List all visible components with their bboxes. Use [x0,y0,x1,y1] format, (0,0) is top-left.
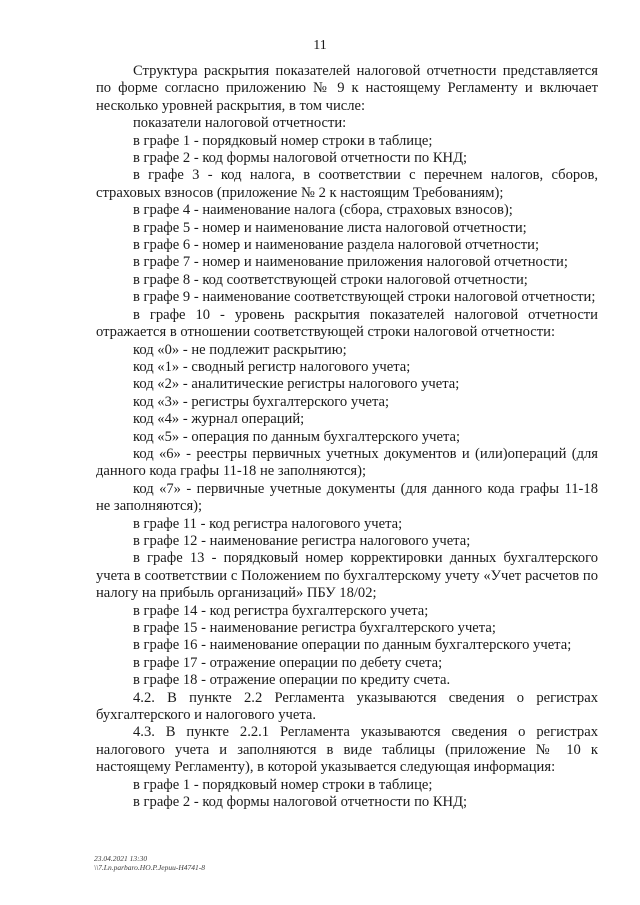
footer-timestamp: 23.04.2021 13:30 [94,854,148,863]
document-body [96,63,598,811]
paragraph: код «5» - операция по данным бухгалтерского учета; [133,428,461,445]
paragraph: код «2» - аналитические регистры налогового учета; [133,376,460,393]
paragraph: код «7» - первичные учетные документы (для данного кода графы 11-18 не заполняются); [96,480,598,515]
paragraph: в графе 12 - наименование регистра налогового учета; [133,532,471,549]
paragraph: в графе 6 - номер и наименование раздела налоговой отчетности; [133,237,540,254]
paragraph: в графе 13 - порядковый номер корректировки данных бухгалтерского учета в соответствии с Положением по бухгалтерскому учету «Учет расчетов по налогу на прибыль организаций» ПБУ 18/02; [96,550,598,602]
paragraph: код «6» - реестры первичных учетных документов и (или)операций (для данного кода графы 11-18 не заполняются); [96,445,598,480]
footer-file-path: \\7.Ln.parbaro.HO.P.Jepuu-H4741-8 [94,863,206,872]
page-number: 11 [313,38,327,53]
paragraph: 4.2. В пункте 2.2 Регламента указываются сведения о регистрах бухгалтерского и налогового учета. [96,689,598,724]
paragraph: код «1» - сводный регистр налогового учета; [133,358,411,375]
paragraph: код «4» - журнал операций; [133,411,305,428]
paragraph: в графе 18 - отражение операции по кредиту счета. [133,672,451,689]
paragraph: Структура раскрытия показателей налоговой отчетности представляется по форме согласно приложению № 9 к настоящему Регламенту и включает несколько уровней раскрытия, в том числе: [96,63,598,114]
paragraph: в графе 5 - номер и наименование листа налоговой отчетности; [133,219,527,236]
paragraph: в графе 7 - номер и наименование приложения налоговой отчетности; [133,254,568,271]
paragraph: в графе 16 - наименование операции по данным бухгалтерского учета; [133,637,572,654]
paragraph: в графе 11 - код регистра налогового учета; [133,515,403,532]
paragraph: код «0» - не подлежит раскрытию; [133,341,347,358]
paragraph: в графе 15 - наименование регистра бухгалтерского учета; [133,620,496,636]
paragraph: в графе 10 - уровень раскрытия показателей налоговой отчетности отражается в отношении соответствующей строки налоговой отчетности: [96,306,598,341]
paragraph: в графе 2 - код формы налоговой отчетности по КНД; [133,794,468,811]
paragraph: в графе 2 - код формы налоговой отчетности по КНД; [133,150,468,167]
paragraph: в графе 14 - код регистра бухгалтерского учета; [133,602,429,619]
paragraph: в графе 1 - порядковый номер строки в таблице; [133,132,433,149]
paragraph: показатели налоговой отчетности: [133,115,347,132]
paragraph: код «3» - регистры бухгалтерского учета; [133,393,390,410]
paragraph: 4.3. В пункте 2.2.1 Регламента указываются сведения о регистрах налогового учета и заполняются в виде таблицы (приложение № 10 к настоящему Регламенту), в которой указывается следующая информация: [96,724,598,776]
paragraph: в графе 9 - наименование соответствующей строки налоговой отчетности; [133,289,596,306]
paragraph: в графе 8 - код соответствующей строки налоговой отчетности; [133,271,528,288]
paragraph: в графе 4 - наименование налога (сбора, страховых взносов); [133,202,513,219]
document-footer-stamp [94,854,205,872]
paragraph: в графе 1 - порядковый номер строки в таблице; [133,776,433,793]
paragraph: в графе 3 - код налога, в соответствии с перечнем налогов, сборов, страховых взносов (приложение № 2 к настоящим Требованиям); [96,167,598,201]
paragraph: в графе 17 - отражение операции по дебету счета; [133,654,443,671]
